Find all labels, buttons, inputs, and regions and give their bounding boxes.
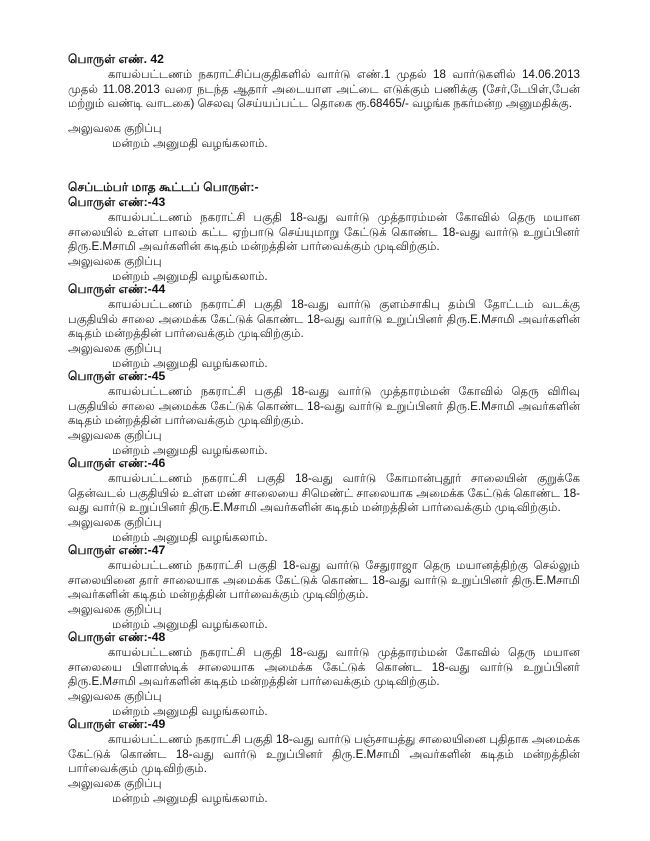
office-note-label: அலுவலக குறிப்பு bbox=[68, 428, 162, 442]
agenda-item-body: காயல்பட்டணம் நகராட்சிப்பகுதிகளில் வார்டு எண்.1 முதல் 18 வார்டுகளில் 14.06.2013 முதல் 11.08.2013 வரை நடந்த ஆதார் அடையாள அட்டை எடுக்கும் பணிக்கு (சேர்,டேபிள்,பேன் மற்றும் வண்டி வாடகை) செலவு செய்யப்பட்ட தொகை ரூ.68465/- வழங்க நகர்மன்ற அனுமதிக்கு. bbox=[68, 68, 580, 111]
agenda-item-body: காயல்பட்டணம் நகராட்சி பகுதி 18-வது வார்டு முத்தாரம்மன் கோவில் தெரு விரிவு பகுதியில் சாலை அமைக்க கேட்டுக் கொண்ட 18-வது வார்டு உறுப்பினர் திரு.E.Mசாமி அவர்களின் கடிதம் மன்றத்தின் பார்வைக்கும் முடிவிற்கும். bbox=[68, 385, 580, 428]
office-note-label: அலுவலக குறிப்பு bbox=[68, 602, 162, 616]
office-note-text: மன்றம் அனுமதி வழங்கலாம். bbox=[112, 617, 268, 631]
office-note-text: மன்றம் அனுமதி வழங்கலாம். bbox=[112, 443, 268, 457]
office-note-text: மன்றம் அனுமதி வழங்கலாம். bbox=[112, 704, 268, 718]
agenda-item-body: காயல்பட்டணம் நகராட்சி பகுதி 18-வது வார்டு குளம்சாகிபு தம்பி தோட்டம் வடக்கு பகுதியில் சாலை அமைக்க கேட்டுக் கொண்ட 18-வது வார்டு உறுப்பினர் திரு.E.Mசாமி அவர்களின் கடிதம் மன்றத்தின் பார்வைக்கும் முடிவிற்கும். bbox=[68, 298, 580, 341]
agenda-item-47 bbox=[68, 543, 580, 632]
office-note-label: அலுவலக குறிப்பு bbox=[68, 341, 162, 355]
office-note-text: மன்றம் அனுமதி வழங்கலாம். bbox=[112, 269, 268, 283]
agenda-item-body: காயல்பட்டணம் நகராட்சி பகுதி 18-வது வார்டு பஞ்சாயத்து சாலையினை புதிதாக அமைக்க கேட்டுக் கொண்ட 18-வது வார்டு உறுப்பினர் திரு.E.Mசாமி அவர்களின் கடிதம் மன்றத்தின் பார்வைக்கும் முடிவிற்கும். bbox=[68, 733, 580, 776]
agenda-item-title: பொருள் எண். 42 bbox=[68, 52, 164, 66]
agenda-item-45 bbox=[68, 369, 580, 458]
agenda-item-title: பொருள் எண்:-44 bbox=[68, 282, 166, 296]
agenda-item-title: பொருள் எண்:-49 bbox=[68, 717, 166, 731]
office-note-text: மன்றம் அனுமதி வழங்கலாம். bbox=[112, 136, 268, 150]
agenda-item-body: காயல்பட்டணம் நகராட்சி பகுதி 18-வது வார்டு சேதுராஜா தெரு மயானத்திற்கு செல்லும் சாலையினை தார் சாலையாக அமைக்க கேட்டுக் கொண்ட 18-வது வார்டு உறுப்பினர் திரு.E.Mசாமி அவர்களின் கடிதம் மன்றத்தின் பார்வைக்கும் முடிவிற்கும். bbox=[68, 559, 580, 602]
agenda-item-title: பொருள் எண்:-43 bbox=[68, 195, 166, 209]
office-note-label: அலுவலக குறிப்பு bbox=[68, 254, 162, 268]
office-note-label: அலுவலக குறிப்பு bbox=[68, 515, 162, 529]
office-note-text: மன்றம் அனுமதி வழங்கலாம். bbox=[112, 356, 268, 370]
agenda-item-title: பொருள் எண்:-47 bbox=[68, 543, 166, 557]
office-note-label: அலுவலக குறிப்பு bbox=[68, 689, 162, 703]
agenda-item-42 bbox=[68, 52, 580, 151]
agenda-item-body: காயல்பட்டணம் நகராட்சி பகுதி 18-வது வார்டு முத்தாரம்மன் கோவில் தெரு மயான சாலையில் உள்ள பாலம் கட்ட ஏற்பாடு செய்யுமாறு கேட்டுக் கொண்ட 18-வது வார்டு உறுப்பினர் திரு.E.Mசாமி அவர்களின் கடிதம் மன்றத்தின் பார்வைக்கும் முடிவிற்கும். bbox=[68, 211, 580, 254]
agenda-item-44 bbox=[68, 282, 580, 371]
agenda-item-43 bbox=[68, 195, 580, 284]
agenda-item-body: காயல்பட்டணம் நகராட்சி பகுதி 18-வது வார்டு கோமான்புதூர் சாலையின் குறுக்கே தென்வடல் பகுதியில் உள்ள மண் சாலையை சிமெண்ட் சாலையாக அமைக்க கேட்டுக் கொண்ட 18-வது வார்டு உறுப்பினர் திரு.E.Mசாமி அவர்களின் கடிதம் மன்றத்தின் பார்வைக்கும் முடிவிற்கும். bbox=[68, 472, 580, 515]
office-note-label: அலுவலக குறிப்பு bbox=[68, 121, 162, 135]
office-note-label: அலுவலக குறிப்பு bbox=[68, 776, 162, 790]
agenda-item-46 bbox=[68, 456, 580, 545]
agenda-item-title: பொருள் எண்:-48 bbox=[68, 630, 166, 644]
agenda-item-title: பொருள் எண்:-46 bbox=[68, 456, 166, 470]
office-note-text: மன்றம் அனுமதி வழங்கலாம். bbox=[112, 791, 268, 805]
agenda-item-body: காயல்பட்டணம் நகராட்சி பகுதி 18-வது வார்டு முத்தாரம்மன் கோவில் தெரு மயான சாலையை பிளாஸ்டிக் சாலையாக அமைக்க கேட்டுக் கொண்ட 18-வது வார்டு உறுப்பினர் திரு.E.Mசாமி அவர்களின் கடிதம் மன்றத்தின் பார்வைக்கும் முடிவிற்கும். bbox=[68, 646, 580, 689]
section-title: செப்டம்பர் மாத கூட்டப் பொருள்:- bbox=[68, 180, 259, 194]
agenda-item-title: பொருள் எண்:-45 bbox=[68, 369, 166, 383]
agenda-item-49 bbox=[68, 717, 580, 806]
office-note-text: மன்றம் அனுமதி வழங்கலாம். bbox=[112, 530, 268, 544]
agenda-item-48 bbox=[68, 630, 580, 719]
